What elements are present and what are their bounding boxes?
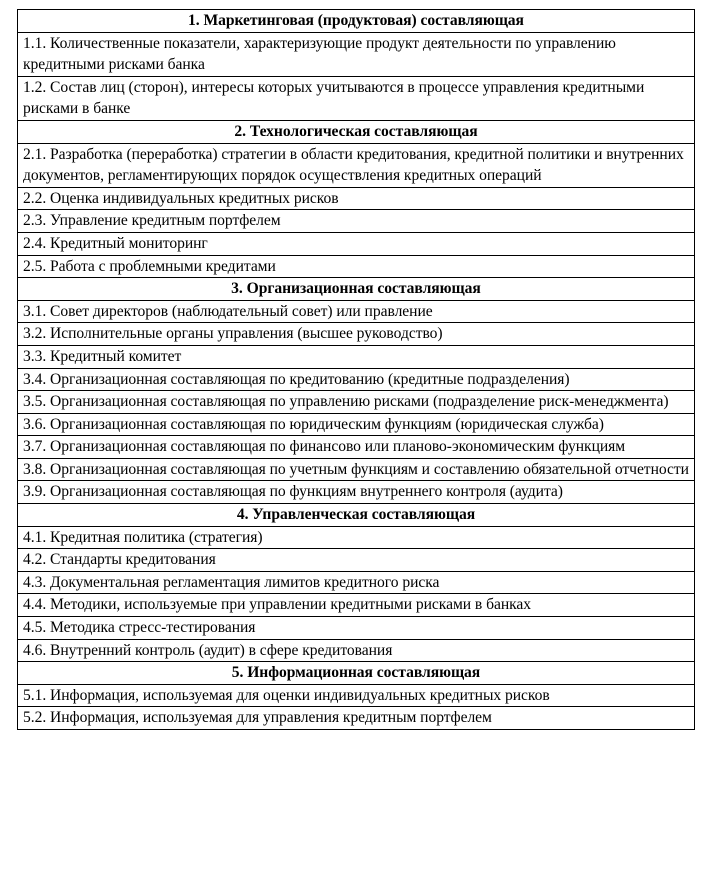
table-row [18, 526, 695, 549]
table-cell: 5.1. Информация, используемая для оценки индивидуальных кредитных рисков [18, 684, 695, 707]
components-table [17, 9, 695, 730]
table-row [18, 594, 695, 617]
table-cell: 3.4. Организационная составляющая по кредитованию (кредитные подразделения) [18, 368, 695, 391]
table-cell: 2.2. Оценка индивидуальных кредитных рисков [18, 187, 695, 210]
table-row [18, 549, 695, 572]
table-cell: 1.2. Состав лиц (сторон), интересы которых учитываются в процессе управления кредитными рисками в банке [18, 76, 695, 120]
table-cell: 2.3. Управление кредитным портфелем [18, 210, 695, 233]
table-row [18, 458, 695, 481]
section-header-row [18, 504, 695, 527]
section-header-row [18, 10, 695, 33]
table-row [18, 300, 695, 323]
table-cell: 4.5. Методика стресс-тестирования [18, 617, 695, 640]
table-row [18, 391, 695, 414]
table-row [18, 571, 695, 594]
table-row [18, 345, 695, 368]
table-row [18, 323, 695, 346]
table-row [18, 255, 695, 278]
table-row [18, 617, 695, 640]
table-row [18, 368, 695, 391]
section-title: 5. Информационная составляющая [18, 662, 695, 685]
section-header-row [18, 120, 695, 143]
table-cell: 2.1. Разработка (переработка) стратегии в области кредитования, кредитной политики и внутренних документов, регламентирующих порядок осуществления кредитных операций [18, 143, 695, 187]
table-row [18, 32, 695, 76]
table-cell: 1.1. Количественные показатели, характеризующие продукт деятельности по управлению кредитными рисками банка [18, 32, 695, 76]
table-cell: 3.8. Организационная составляющая по учетным функциям и составлению обязательной отчетности [18, 458, 695, 481]
table-cell: 4.2. Стандарты кредитования [18, 549, 695, 572]
table-row [18, 187, 695, 210]
table-row [18, 684, 695, 707]
table-cell: 4.4. Методики, используемые при управлении кредитными рисками в банках [18, 594, 695, 617]
table-row [18, 436, 695, 459]
table-cell: 5.2. Информация, используемая для управления кредитным портфелем [18, 707, 695, 730]
section-header-row [18, 278, 695, 301]
table-cell: 4.1. Кредитная политика (стратегия) [18, 526, 695, 549]
section-title: 4. Управленческая составляющая [18, 504, 695, 527]
table-row [18, 707, 695, 730]
table-cell: 3.3. Кредитный комитет [18, 345, 695, 368]
table-cell: 3.5. Организационная составляющая по управлению рисками (подразделение риск-менеджмента) [18, 391, 695, 414]
section-title: 1. Маркетинговая (продуктовая) составляющая [18, 10, 695, 33]
table-cell: 3.6. Организационная составляющая по юридическим функциям (юридическая служба) [18, 413, 695, 436]
table-row [18, 413, 695, 436]
table-row [18, 76, 695, 120]
table-cell: 3.9. Организационная составляющая по функциям внутреннего контроля (аудита) [18, 481, 695, 504]
table-cell: 2.5. Работа с проблемными кредитами [18, 255, 695, 278]
table-cell: 3.1. Совет директоров (наблюдательный совет) или правление [18, 300, 695, 323]
section-title: 3. Организационная составляющая [18, 278, 695, 301]
table-row [18, 232, 695, 255]
section-header-row [18, 662, 695, 685]
table-cell: 4.3. Документальная регламентация лимитов кредитного риска [18, 571, 695, 594]
table-cell: 3.7. Организационная составляющая по финансово или планово-экономическим функциям [18, 436, 695, 459]
table-row [18, 639, 695, 662]
table-row [18, 210, 695, 233]
table-cell: 4.6. Внутренний контроль (аудит) в сфере кредитования [18, 639, 695, 662]
table-row [18, 143, 695, 187]
table-row [18, 481, 695, 504]
table-cell: 2.4. Кредитный мониторинг [18, 232, 695, 255]
section-title: 2. Технологическая составляющая [18, 120, 695, 143]
table-cell: 3.2. Исполнительные органы управления (высшее руководство) [18, 323, 695, 346]
